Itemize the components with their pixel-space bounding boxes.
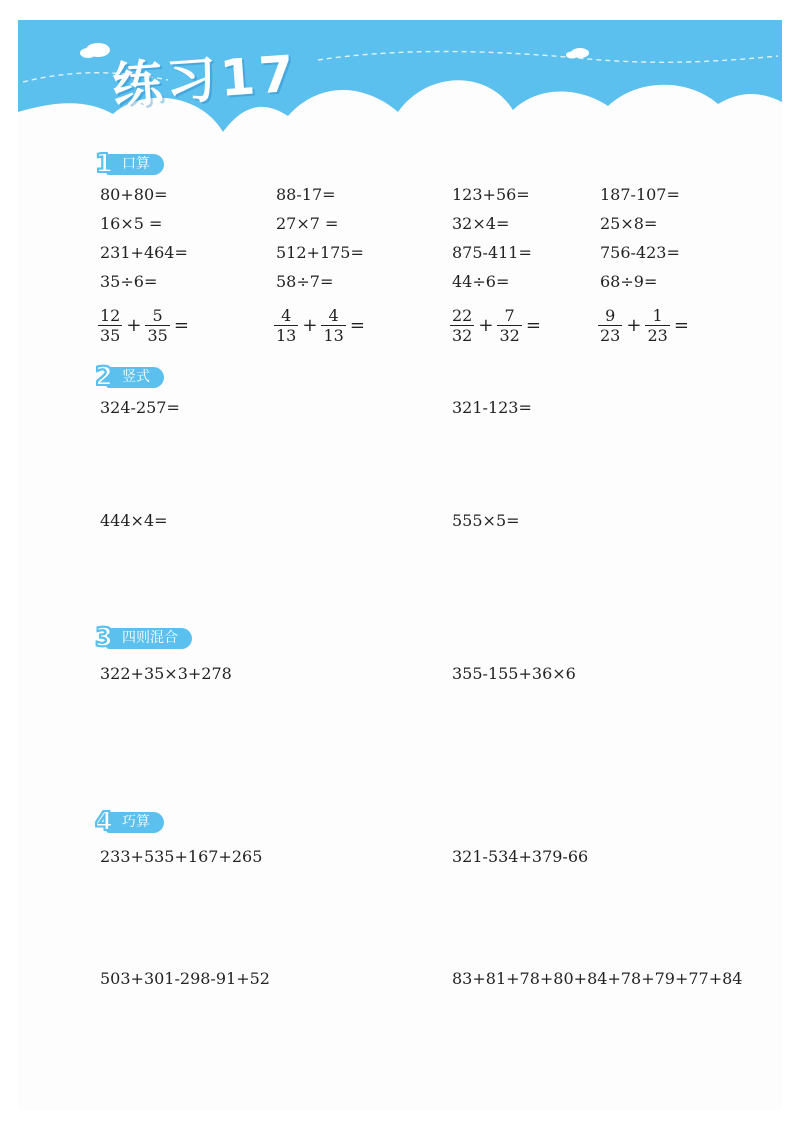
- fraction-problem: [274, 306, 369, 345]
- numerator: 22: [452, 306, 473, 325]
- section-label: 口算: [106, 154, 164, 175]
- numerator: 4: [281, 306, 292, 325]
- operator: +: [126, 315, 142, 336]
- numerator: 9: [605, 306, 616, 325]
- section-label: 四则混合: [106, 628, 192, 649]
- problem-item: 756-423=: [600, 243, 680, 262]
- problem-item: 187-107=: [600, 185, 680, 204]
- problem-item: 231+464=: [100, 243, 188, 262]
- problem-item: 80+80=: [100, 185, 168, 204]
- section-label: 竖式: [106, 367, 164, 388]
- numerator: 12: [100, 306, 121, 325]
- denominator: 13: [276, 326, 297, 345]
- operator: +: [626, 315, 642, 336]
- problem-item: 35÷6=: [100, 272, 158, 291]
- fraction: [98, 306, 122, 345]
- denominator: 32: [499, 326, 520, 345]
- section-number: 2: [94, 362, 114, 392]
- equals-sign: =: [173, 315, 189, 336]
- problem-item: 68÷9=: [600, 272, 658, 291]
- problem-item: 233+535+167+265: [100, 847, 263, 866]
- problem-item: 321-123=: [452, 398, 532, 417]
- fraction-problem: [598, 306, 693, 345]
- denominator: 32: [452, 326, 473, 345]
- numerator: 4: [328, 306, 339, 325]
- problem-item: 16×5 =: [100, 214, 163, 233]
- fraction: [321, 306, 345, 345]
- numerator: 7: [504, 306, 515, 325]
- problem-item: 875-411=: [452, 243, 532, 262]
- operator: +: [478, 315, 494, 336]
- equals-sign: =: [525, 315, 541, 336]
- problem-item: 123+56=: [452, 185, 530, 204]
- problem-item: 44÷6=: [452, 272, 510, 291]
- fraction: [274, 306, 298, 345]
- fraction: [145, 306, 169, 345]
- fraction: [598, 306, 622, 345]
- fraction: [450, 306, 474, 345]
- problem-item: 27×7 =: [276, 214, 339, 233]
- denominator: 23: [647, 326, 668, 345]
- section-label: 巧算: [106, 812, 164, 833]
- problem-item: 88-17=: [276, 185, 336, 204]
- denominator: 23: [600, 326, 621, 345]
- numerator: 5: [152, 306, 163, 325]
- equals-sign: =: [673, 315, 689, 336]
- fraction-problem: [450, 306, 545, 345]
- problem-item: 322+35×3+278: [100, 664, 232, 683]
- fraction: [645, 306, 669, 345]
- problem-item: 321-534+379-66: [452, 847, 589, 866]
- denominator: 35: [100, 326, 121, 345]
- problem-item: 503+301-298-91+52: [100, 969, 270, 988]
- equals-sign: =: [349, 315, 365, 336]
- page-title: 练习17: [110, 44, 300, 116]
- worksheet-page: [18, 20, 782, 1110]
- problem-item: 444×4=: [100, 511, 168, 530]
- operator: +: [302, 315, 318, 336]
- problem-item: 512+175=: [276, 243, 364, 262]
- denominator: 13: [323, 326, 344, 345]
- fraction-problem: [98, 306, 193, 345]
- problem-item: 555×5=: [452, 511, 520, 530]
- problem-item: 32×4=: [452, 214, 510, 233]
- problem-item: 25×8=: [600, 214, 658, 233]
- numerator: 1: [652, 306, 663, 325]
- problem-item: 83+81+78+80+84+78+79+77+84: [452, 969, 743, 988]
- problem-item: 355-155+36×6: [452, 664, 576, 683]
- section-number: 1: [94, 149, 114, 179]
- section-number: 4: [94, 807, 114, 837]
- section-number: 3: [94, 623, 114, 653]
- fraction: [497, 306, 521, 345]
- problem-item: 58÷7=: [276, 272, 334, 291]
- problem-item: 324-257=: [100, 398, 180, 417]
- denominator: 35: [147, 326, 168, 345]
